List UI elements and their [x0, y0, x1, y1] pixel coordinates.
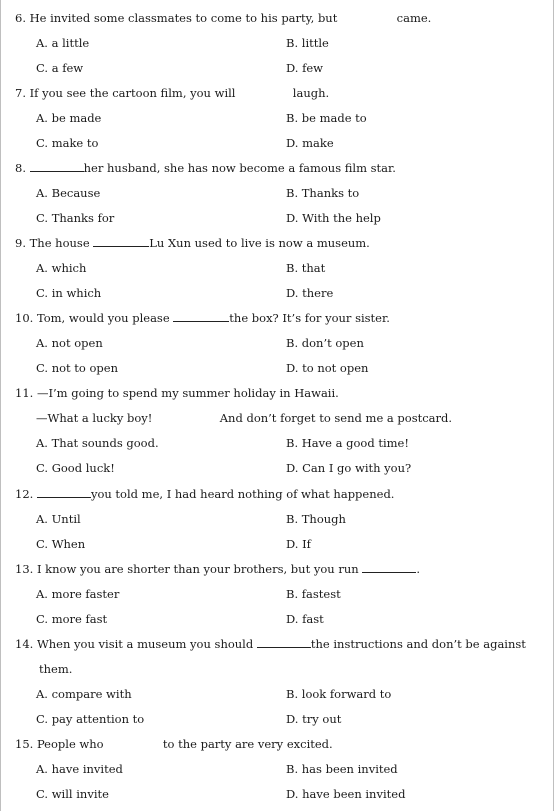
question-text: the box? It’s for your sister. — [229, 311, 390, 325]
question-text: . — [416, 562, 420, 576]
question-text: Tom, would you please — [36, 311, 170, 325]
question-14 — [15, 636, 526, 652]
option-a[interactable]: A. a little — [36, 36, 90, 50]
option-a[interactable]: A. not open — [36, 336, 103, 350]
option-c[interactable]: C. in which — [36, 286, 102, 300]
option-d[interactable]: D. try out — [286, 712, 342, 726]
option-c[interactable]: C. more fast — [36, 612, 108, 626]
option-c[interactable]: C. will invite — [36, 787, 109, 801]
question-11 — [15, 385, 339, 401]
answer-blank — [30, 160, 84, 172]
option-d[interactable]: D. there — [286, 286, 334, 300]
option-b[interactable]: B. Have a good time! — [286, 436, 409, 450]
question-text: When you visit a museum you should — [36, 637, 254, 651]
option-a[interactable]: A. more faster — [36, 587, 120, 601]
option-a[interactable]: A. compare with — [36, 687, 132, 701]
question-8 — [15, 160, 396, 176]
option-a[interactable]: A. Until — [36, 512, 81, 526]
option-b[interactable]: B. that — [286, 261, 326, 275]
option-c[interactable]: C. a few — [36, 61, 84, 75]
option-a[interactable]: A. Because — [36, 186, 101, 200]
question-text: If you see the cartoon film, you will — [29, 86, 236, 100]
question-number: 11. — [15, 386, 34, 400]
option-c[interactable]: C. pay attention to — [36, 712, 145, 726]
question-number: 7. — [15, 86, 26, 100]
option-b[interactable]: B. little — [286, 36, 329, 50]
question-text: came. — [396, 11, 432, 25]
question-9 — [15, 235, 370, 251]
question-11-reply — [36, 410, 452, 426]
question-number: 6. — [15, 11, 26, 25]
answer-blank — [362, 561, 416, 573]
question-14-continuation: them. — [39, 662, 73, 676]
option-c[interactable]: C. Thanks for — [36, 211, 115, 225]
question-text: I know you are shorter than your brothers, but you run — [36, 562, 359, 576]
option-d[interactable]: D. to not open — [286, 361, 369, 375]
question-text: the instructions and don’t be against — [310, 637, 526, 651]
option-c[interactable]: C. make to — [36, 136, 99, 150]
option-d[interactable]: D. Can I go with you? — [286, 461, 412, 475]
option-b[interactable]: B. be made to — [286, 111, 367, 125]
question-text: laugh. — [292, 86, 330, 100]
option-a[interactable]: A. be made — [36, 111, 102, 125]
option-b[interactable]: B. Thanks to — [286, 186, 360, 200]
question-10 — [15, 310, 390, 326]
option-a[interactable]: A. which — [36, 261, 87, 275]
question-text: her husband, she has now become a famous film star. — [83, 161, 396, 175]
question-13 — [15, 561, 420, 577]
option-d[interactable]: D. fast — [286, 612, 324, 626]
option-b[interactable]: B. don’t open — [286, 336, 364, 350]
question-number: 10. — [15, 311, 34, 325]
option-b[interactable]: B. look forward to — [286, 687, 392, 701]
option-a[interactable]: A. have invited — [36, 762, 123, 776]
option-d[interactable]: D. With the help — [286, 211, 381, 225]
option-a[interactable]: A. That sounds good. — [36, 436, 159, 450]
answer-blank — [37, 486, 91, 498]
dialogue-line: And don’t forget to send me a postcard. — [219, 411, 453, 425]
question-text: —I’m going to spend my summer holiday in Hawaii. — [36, 386, 339, 400]
option-b[interactable]: B. fastest — [286, 587, 341, 601]
option-d[interactable]: D. If — [286, 537, 311, 551]
question-text: you told me, I had heard nothing of what happened. — [90, 487, 395, 501]
option-d[interactable]: D. make — [286, 136, 334, 150]
option-b[interactable]: B. has been invited — [286, 762, 398, 776]
question-text: The house — [29, 236, 90, 250]
question-6 — [15, 10, 431, 26]
question-7 — [15, 85, 329, 101]
question-12 — [15, 486, 394, 502]
question-number: 8. — [15, 161, 26, 175]
answer-blank — [257, 636, 311, 648]
question-text: to the party are very excited. — [162, 737, 333, 751]
question-text: He invited some classmates to come to his party, but — [29, 11, 338, 25]
question-text: People who — [36, 737, 104, 751]
option-d[interactable]: D. few — [286, 61, 324, 75]
option-c[interactable]: C. When — [36, 537, 86, 551]
question-number: 14. — [15, 637, 34, 651]
question-number: 9. — [15, 236, 26, 250]
answer-blank — [93, 235, 149, 247]
answer-blank — [173, 310, 229, 322]
question-number: 12. — [15, 487, 34, 501]
question-15 — [15, 736, 333, 752]
option-b[interactable]: B. Though — [286, 512, 346, 526]
question-number: 15. — [15, 737, 34, 751]
option-d[interactable]: D. have been invited — [286, 787, 406, 801]
question-text: Lu Xun used to live is now a museum. — [149, 236, 370, 250]
dialogue-line: —What a lucky boy! — [36, 411, 153, 425]
option-c[interactable]: C. Good luck! — [36, 461, 115, 475]
option-c[interactable]: C. not to open — [36, 361, 119, 375]
question-number: 13. — [15, 562, 34, 576]
